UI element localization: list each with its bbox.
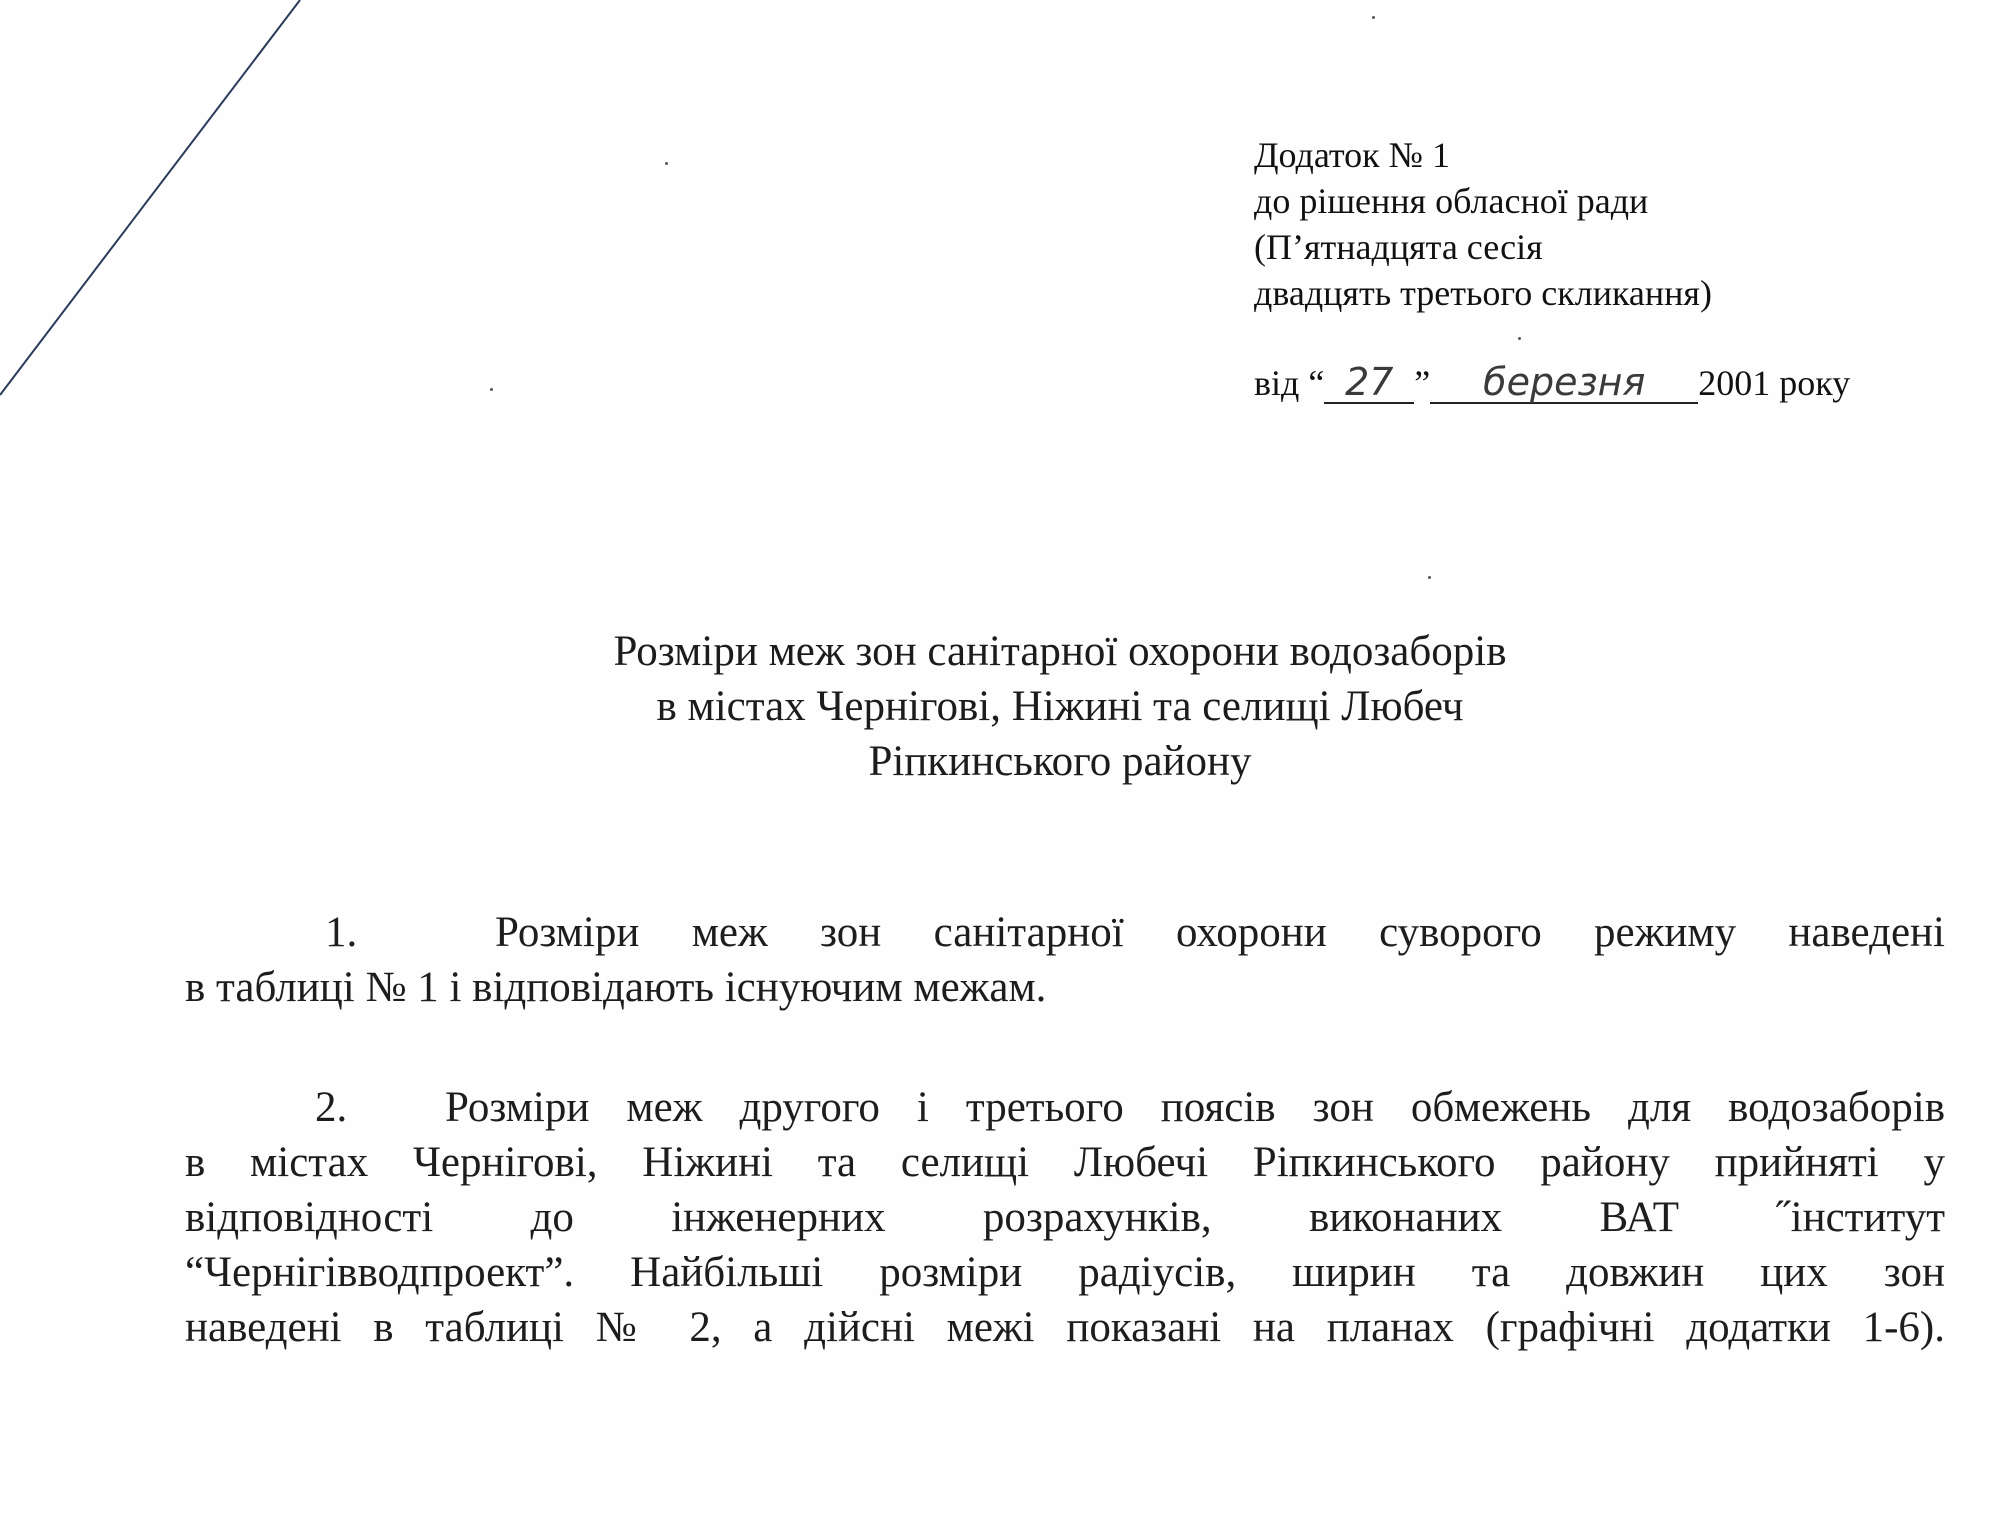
- scan-speck: [1428, 576, 1431, 579]
- decision-date: [1254, 362, 1850, 404]
- paragraph-1-line-2: в таблиці № 1 і відповідають існуючим межам.: [185, 964, 1047, 1011]
- scan-speck: [665, 162, 668, 165]
- title-line-1: Розміри меж зон санітарної охорони водозаборів: [613, 628, 1507, 675]
- date-day-handwritten: 27: [1324, 362, 1414, 404]
- decision-reference: до рішення обласної ради: [1254, 181, 1649, 221]
- date-quote-close: ”: [1414, 363, 1431, 403]
- date-year: 2001 року: [1698, 363, 1851, 403]
- scan-speck: [1372, 16, 1375, 19]
- paragraph-1-line-1: [185, 905, 1945, 960]
- date-month-handwritten: березня: [1430, 362, 1698, 404]
- paragraph-1-text-1: Розміри меж зон санітарної охорони суворого режиму наведені: [495, 909, 1945, 956]
- date-prefix: від “: [1254, 363, 1325, 403]
- paragraph-2-text-1: Розміри меж другого і третього поясів зон обмежень для водозаборів: [445, 1084, 1945, 1131]
- appendix-header: [1254, 132, 1712, 316]
- folded-corner-edge: [0, 0, 320, 420]
- title-line-3: Ріпкинського району: [868, 738, 1252, 785]
- convocation-reference: двадцять третього скликання): [1254, 273, 1712, 313]
- scan-speck: [1518, 337, 1521, 340]
- scan-speck: [490, 388, 493, 391]
- paragraph-1-number: 1.: [325, 909, 358, 956]
- paragraph-1: [185, 905, 1945, 1015]
- paragraph-2-line-1: [185, 1080, 1945, 1135]
- appendix-number: Додаток № 1: [1254, 135, 1450, 175]
- document-title: [400, 624, 1720, 789]
- paragraph-2-line-4: “Чернігівводпроект”. Найбільші розміри радіусів, ширин та довжин цих зон: [185, 1249, 1945, 1296]
- paragraph-2-line-5: наведені в таблиці № 2, а дійсні межі показані на планах (графічні додатки 1-6).: [185, 1304, 1945, 1351]
- paragraph-2-number: 2.: [315, 1084, 348, 1131]
- paragraph-2: [185, 1080, 1945, 1355]
- title-line-2: в містах Чернігові, Ніжині та селищі Любеч: [656, 683, 1464, 730]
- paragraph-2-line-2: в містах Чернігові, Ніжині та селищі Любечі Ріпкинського району прийняті у: [185, 1139, 1945, 1186]
- session-reference: (П’ятнадцята сесія: [1254, 227, 1543, 267]
- paragraph-2-line-3: відповідності до інженерних розрахунків, виконаних ВАТ ˝інститут: [185, 1194, 1945, 1241]
